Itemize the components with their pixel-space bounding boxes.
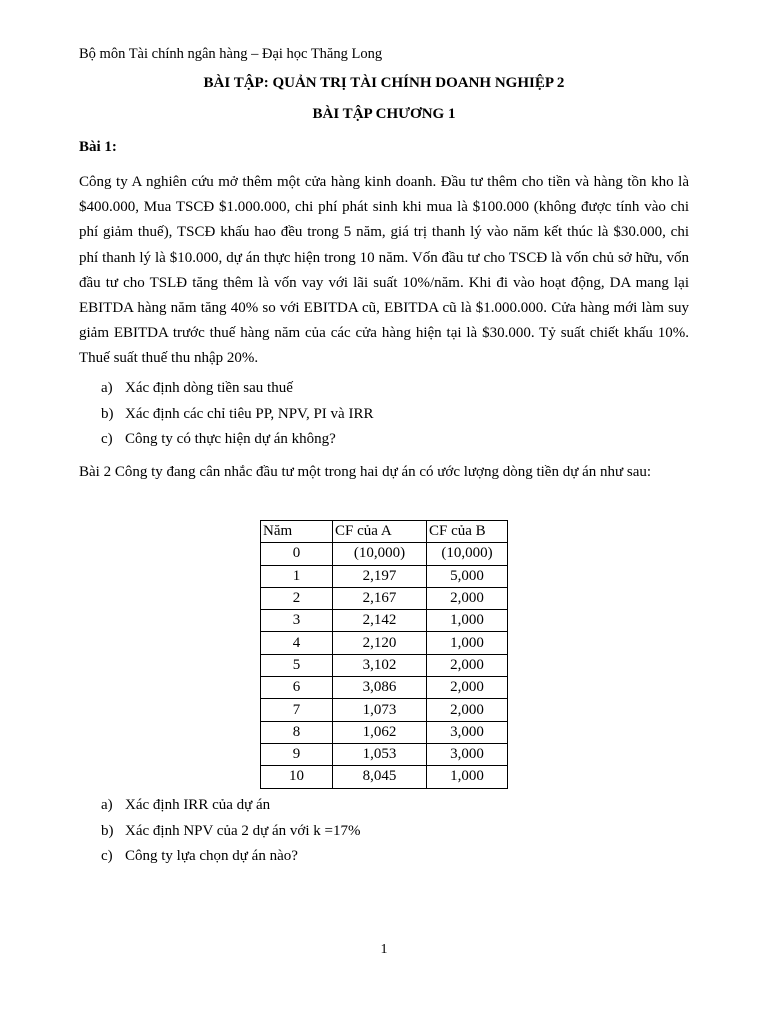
- cell-year: 7: [261, 699, 333, 721]
- table-row: [261, 587, 508, 609]
- cash-flow-table: [260, 520, 508, 789]
- cell-cf-b: 2,000: [427, 699, 508, 721]
- table-row: [261, 654, 508, 676]
- question-text: Xác định IRR của dự án: [125, 797, 271, 813]
- cell-year: 0: [261, 543, 333, 565]
- cell-year: 1: [261, 565, 333, 587]
- cell-year: 9: [261, 743, 333, 765]
- cell-cf-b: 3,000: [427, 721, 508, 743]
- cell-cf-b: 1,000: [427, 766, 508, 788]
- cell-cf-a: 2,197: [333, 565, 427, 587]
- cell-cf-a: 1,073: [333, 699, 427, 721]
- cell-cf-a: 1,053: [333, 743, 427, 765]
- cell-year: 5: [261, 654, 333, 676]
- cell-year: 2: [261, 587, 333, 609]
- table-row: [261, 743, 508, 765]
- question-text: Công ty có thực hiện dự án không?: [125, 431, 336, 447]
- cell-year: 3: [261, 610, 333, 632]
- question-text: Xác định NPV của 2 dự án với k =17%: [125, 822, 361, 839]
- table-row: [261, 543, 508, 565]
- table-row: [261, 565, 508, 587]
- question-text: Xác định dòng tiền sau thuế: [125, 380, 293, 396]
- cell-cf-b: (10,000): [427, 543, 508, 565]
- table-row: [261, 766, 508, 788]
- cell-cf-a: 3,086: [333, 677, 427, 699]
- question-item: [101, 793, 360, 819]
- cell-cf-b: 1,000: [427, 610, 508, 632]
- cell-year: 4: [261, 632, 333, 654]
- cell-cf-b: 5,000: [427, 565, 508, 587]
- cell-cf-a: 2,142: [333, 610, 427, 632]
- cell-cf-a: 3,102: [333, 654, 427, 676]
- table-row: [261, 632, 508, 654]
- document-title: BÀI TẬP: QUẢN TRỊ TÀI CHÍNH DOANH NGHIỆP 2: [203, 75, 565, 91]
- table-row: [261, 677, 508, 699]
- question-item: [101, 402, 373, 428]
- header-year: Năm: [261, 521, 333, 543]
- question-text: Công ty lựa chọn dự án nào?: [125, 848, 298, 864]
- header-cf-b: CF của B: [427, 521, 508, 543]
- page-number: 1: [380, 942, 388, 957]
- department-header: Bộ môn Tài chính ngân hàng – Đại học Thăng Long: [79, 46, 383, 62]
- cell-cf-a: 2,167: [333, 587, 427, 609]
- question-item: [101, 427, 373, 453]
- table-row: [261, 721, 508, 743]
- question-item: [101, 819, 360, 845]
- question-label: a): [101, 797, 113, 813]
- exercise-1-questions: [101, 376, 373, 453]
- cell-cf-b: 2,000: [427, 654, 508, 676]
- cell-year: 6: [261, 677, 333, 699]
- question-item: [101, 844, 360, 870]
- header-cf-a: CF của A: [333, 521, 427, 543]
- question-label: a): [101, 380, 113, 396]
- cell-cf-b: 3,000: [427, 743, 508, 765]
- cell-year: 10: [261, 766, 333, 788]
- chapter-title: BÀI TẬP CHƯƠNG 1: [312, 106, 456, 122]
- question-label: b): [101, 822, 114, 839]
- exercise-2-text: Bài 2 Công ty đang cân nhắc đầu tư một trong hai dự án có ước lượng dòng tiền dự án như sau:: [79, 464, 652, 480]
- question-label: b): [101, 405, 114, 422]
- cell-cf-a: (10,000): [333, 543, 427, 565]
- exercise-1-heading: Bài 1:: [79, 139, 117, 155]
- question-label: c): [101, 431, 113, 447]
- question-label: c): [101, 848, 113, 864]
- question-text: Xác định các chỉ tiêu PP, NPV, PI và IRR: [125, 405, 374, 422]
- table-header-row: [261, 521, 508, 543]
- cell-cf-b: 1,000: [427, 632, 508, 654]
- cell-year: 8: [261, 721, 333, 743]
- cell-cf-a: 8,045: [333, 766, 427, 788]
- cell-cf-a: 1,062: [333, 721, 427, 743]
- exercise-1-text: Công ty A nghiên cứu mở thêm một cửa hàng kinh doanh. Đầu tư thêm cho tiền và hàng tồn kho là $400.000, Mua TSCĐ $1.000.000, chi phí phát sinh khi mua là $100.000 (không được tính vào chi phí giảm thuế), TSCĐ khấu hao đều trong 5 năm, giá trị thanh lý vào năm kết thúc là $30.000, chi phí thanh lý là $10.000, dự án thực hiện trong 10 năm. Vốn đầu tư cho TSCĐ là vốn chủ sở hữu, vốn đầu tư cho TSLĐ tăng thêm là vốn vay với lãi suất 10%/năm. Khi đi vào hoạt động, DA mang lại EBITDA hàng năm tăng 40% so với EBITDA cũ, EBITDA cũ là $1.000.000. Cửa hàng mới làm suy giảm EBITDA trước thuế hàng năm của các cửa hàng hiện tại là $30.000. Tỷ suất chiết khấu 10%. Thuế suất thuế thu nhập 20%.: [79, 174, 689, 367]
- cell-cf-a: 2,120: [333, 632, 427, 654]
- table-row: [261, 610, 508, 632]
- table-row: [261, 699, 508, 721]
- exercise-2-questions: [101, 793, 360, 870]
- cell-cf-b: 2,000: [427, 677, 508, 699]
- cell-cf-b: 2,000: [427, 587, 508, 609]
- question-item: [101, 376, 373, 402]
